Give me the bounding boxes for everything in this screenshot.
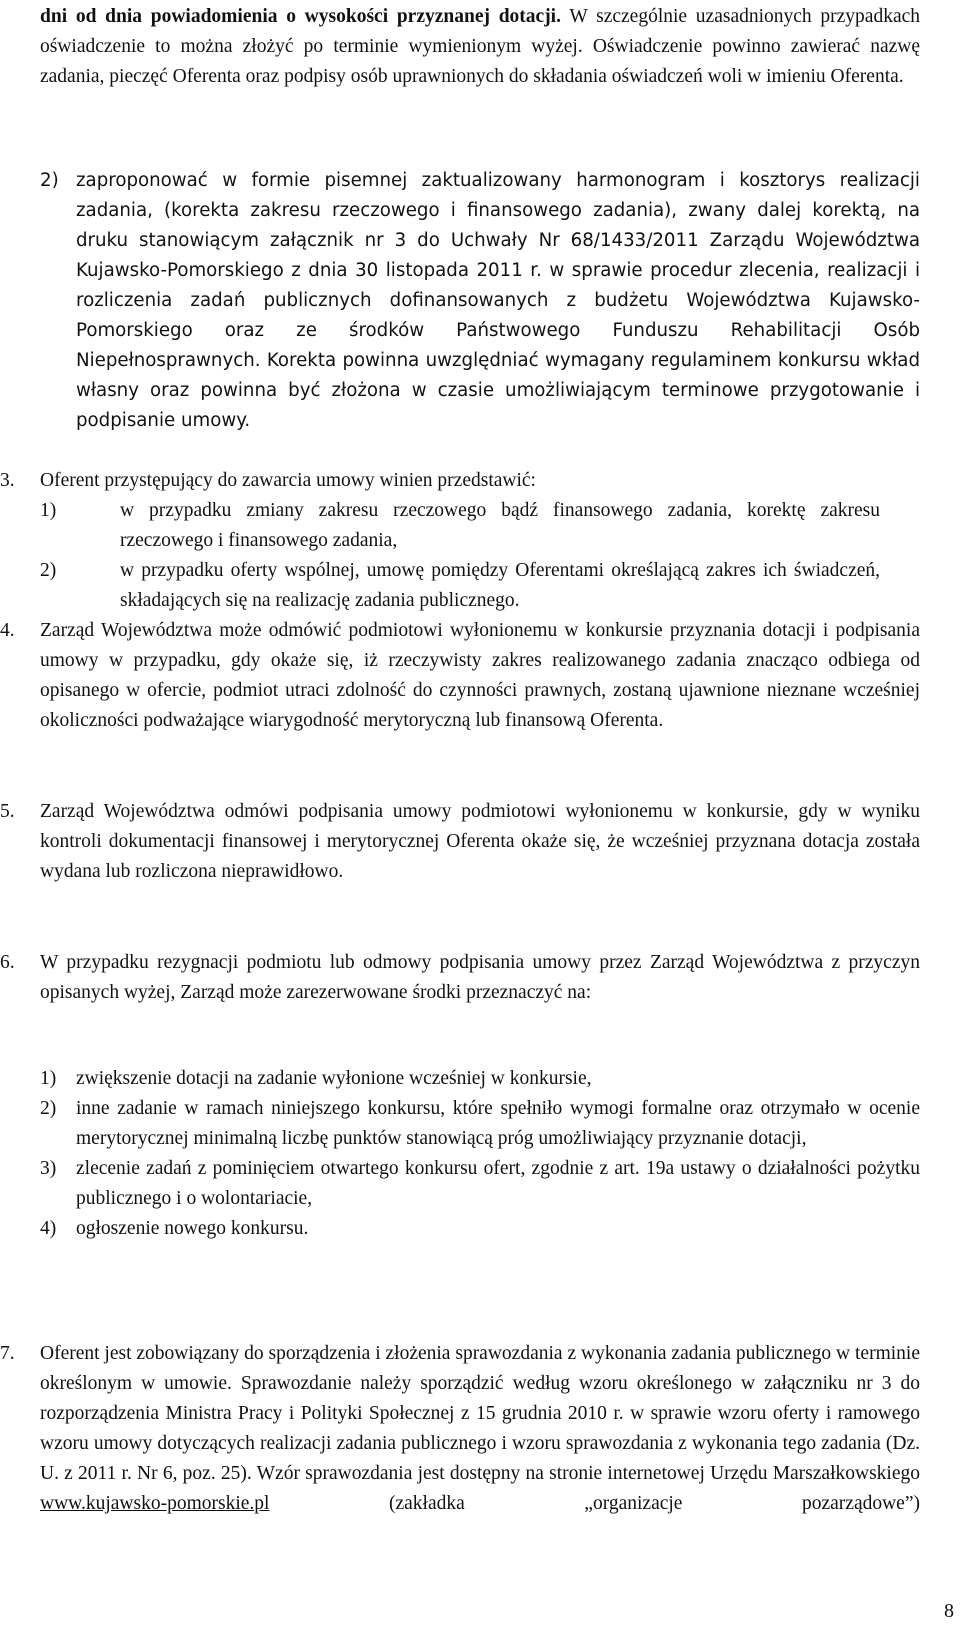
section-3-item-1-number: 1) — [40, 500, 57, 521]
section-6-item-3 — [40, 1154, 920, 1214]
website-link[interactable]: www.kujawsko-pomorskie.pl — [40, 1493, 270, 1514]
section-6 — [0, 948, 920, 1008]
section-7-text-block — [40, 1339, 920, 1519]
section-6-item-4 — [40, 1214, 920, 1244]
section-3-item-2-number: 2) — [40, 560, 57, 581]
section-6-item-1-text: zwiększenie dotacji na zadanie wyłonione wcześniej w konkursie, — [76, 1068, 592, 1089]
section-6-number: 6. — [0, 952, 15, 973]
intro-text: W szczególnie uzasadnionych przypadkach oświadczenie to można złożyć po terminie wymienionym wyżej. Oświadczenie powinno zawierać nazwę zadania, pieczęć Oferenta oraz podpisy osób uprawnionych do składania oświadczeń woli w imieniu Oferenta. — [40, 6, 921, 87]
section-6-item-2-text: inne zadanie w ramach niniejszego konkursu, które spełniło wymogi formalne oraz otrzymało w ocenie merytorycznej minimalną liczbę punktów stanowiącą próg umożliwiający przyznanie dotacji, — [76, 1098, 920, 1149]
section-6-item-3-text: zlecenie zadań z pominięciem otwartego konkursu ofert, zgodnie z art. 19a ustawy o działalności pożytku publicznego i o wolontariacie, — [76, 1158, 920, 1209]
paragraph-2-text: zaproponować w formie pisemnej zaktualizowany harmonogram i kosztorys realizacji zadania, (korekta zakresu rzeczowego i finansowego zadania), zwany dalej korektą, na druku stanowiącym załącznik nr 3 do Uchwały Nr 68/1433/2011 Zarządu Województwa Kujawsko-Pomorskiego z dnia 30 listopada 2011 r. w sprawie procedur zlecenia, realizacji i rozliczenia zadań publicznych dofinansowanych z budżetu Województwa Kujawsko-Pomorskiego oraz ze środków Państwowego Funduszu Rehabilitacji Osób Niepełnosprawnych. Korekta powinna uwzględniać wymagany regulaminem konkursu wkład własny oraz powinna być złożona w czasie umożliwiającym terminowe przygotowanie i podpisanie umowy. — [76, 170, 920, 431]
section-6-item-1 — [40, 1064, 920, 1094]
intro-paragraph — [40, 2, 920, 92]
section-4-number: 4. — [0, 620, 15, 641]
section-7-tail: (zakładka „organizacje pozarządowe”) — [269, 1493, 920, 1514]
paragraph-2-number: 2) — [40, 170, 59, 191]
section-3 — [0, 466, 920, 616]
section-6-item-2 — [40, 1094, 920, 1154]
section-5-text: Zarząd Województwa odmówi podpisania umowy podmiotowi wyłonionemu w konkursie, gdy w wyniku kontroli dokumentacji finansowej i merytorycznej Oferenta okaże się, że wcześniej przyznana dotacja została wydana lub rozliczona nieprawidłowo. — [40, 801, 920, 882]
paragraph-2 — [40, 166, 920, 436]
section-5 — [0, 797, 920, 887]
section-6-list — [40, 1064, 920, 1244]
section-3-item-2 — [0, 556, 880, 616]
page-number: 8 — [944, 1600, 954, 1622]
section-7-text: Oferent jest zobowiązany do sporządzenia i złożenia sprawozdania z wykonania zadania publicznego w terminie określonym w umowie. Sprawozdanie należy sporządzić według wzoru określonego w załączniku nr 3 do rozporządzenia Ministra Pracy i Polityki Społecznej z 15 grudnia 2010 r. w sprawie wzoru oferty i ramowego wzoru umowy dotyczących realizacji zadania publicznego i wzoru sprawozdania z wykonania tego zadania (Dz. U. z 2011 r. Nr 6, poz. 25). Wzór sprawozdania jest dostępny na stronie internetowej Urzędu Marszałkowskiego — [40, 1343, 920, 1484]
section-4-text: Zarząd Województwa może odmówić podmiotowi wyłonionemu w konkursie przyznania dotacji i podpisania umowy w przypadku, gdy okaże się, iż rzeczywisty zakres realizowanego zadania znacząco odbiega od opisanego w ofercie, podmiot utraci zdolność do czynności prawnych, zostaną ujawnione nieznane wcześniej okoliczności podważające wiarygodność merytoryczną lub finansową Oferenta. — [40, 620, 920, 731]
section-5-number: 5. — [0, 801, 15, 822]
section-6-item-3-number: 3) — [40, 1158, 57, 1179]
section-6-item-4-text: ogłoszenie nowego konkursu. — [76, 1218, 309, 1239]
section-3-item-2-text: w przypadku oferty wspólnej, umowę pomiędzy Oferentami określającą zakres ich świadczeń, składających się na realizację zadania publicznego. — [120, 560, 880, 611]
section-6-item-4-number: 4) — [40, 1218, 57, 1239]
section-6-text: W przypadku rezygnacji podmiotu lub odmowy podpisania umowy przez Zarząd Województwa z przyczyn opisanych wyżej, Zarząd może zarezerwowane środki przeznaczyć na: — [40, 952, 920, 1003]
section-3-item-1 — [0, 496, 880, 556]
section-3-lead — [0, 466, 880, 496]
section-3-number: 3. — [0, 470, 15, 491]
section-3-text: Oferent przystępujący do zawarcia umowy winien przedstawić: — [40, 470, 536, 491]
section-7-number: 7. — [0, 1343, 15, 1364]
intro-bold-text: dni od dnia powiadomienia o wysokości przyznanej dotacji. — [40, 6, 561, 27]
section-6-item-1-number: 1) — [40, 1068, 57, 1089]
section-6-item-2-number: 2) — [40, 1098, 57, 1119]
section-3-item-1-text: w przypadku zmiany zakresu rzeczowego bądź finansowego zadania, korektę zakresu rzeczowego i finansowego zadania, — [120, 500, 880, 551]
section-7 — [0, 1339, 920, 1519]
section-4 — [0, 616, 920, 736]
